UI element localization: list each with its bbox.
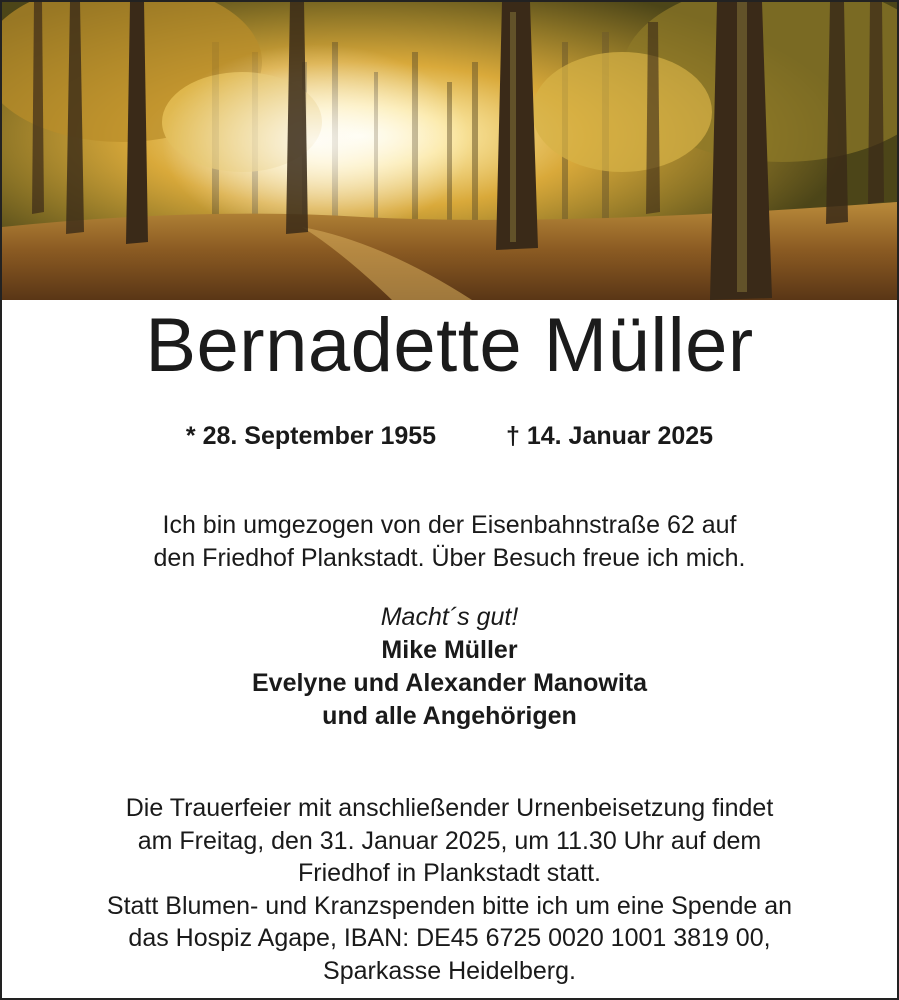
birth-date: 28. September 1955 — [202, 422, 437, 450]
signer-name: Evelyne und Alexander Manowita — [251, 669, 647, 697]
birth-symbol: * — [185, 422, 196, 450]
personal-message — [2, 509, 897, 575]
autumn-forest-photo — [2, 2, 897, 300]
donation-line: das Hospiz Agape, IBAN: DE45 6725 0020 1001 3819 00, — [128, 924, 771, 952]
death-date: 14. Januar 2025 — [526, 422, 714, 450]
signer-name: Mike Müller — [381, 636, 518, 664]
signer-name: und alle Angehörigen — [322, 702, 577, 730]
service-line: am Freitag, den 31. Januar 2025, um 11.30 Uhr auf dem — [137, 826, 762, 855]
signature-block — [2, 601, 897, 733]
life-dates — [2, 420, 897, 452]
death-cross-symbol: † — [505, 422, 520, 450]
service-line: Friedhof in Plankstadt statt. — [298, 859, 601, 887]
message-line: den Friedhof Plankstadt. Über Besuch freue ich mich. — [153, 544, 746, 572]
donation-line: Sparkasse Heidelberg. — [323, 956, 576, 985]
service-line: Die Trauerfeier mit anschließender Urnenbeisetzung findet — [125, 794, 774, 822]
donation-line: Statt Blumen- und Kranzspenden bitte ich um eine Spende an — [106, 891, 793, 920]
service-information — [2, 792, 897, 987]
farewell: Macht´s gut! — [380, 603, 519, 631]
message-line: Ich bin umgezogen von der Eisenbahnstraße 62 auf — [162, 511, 737, 539]
deceased-name: Bernadette Müller — [145, 303, 754, 388]
